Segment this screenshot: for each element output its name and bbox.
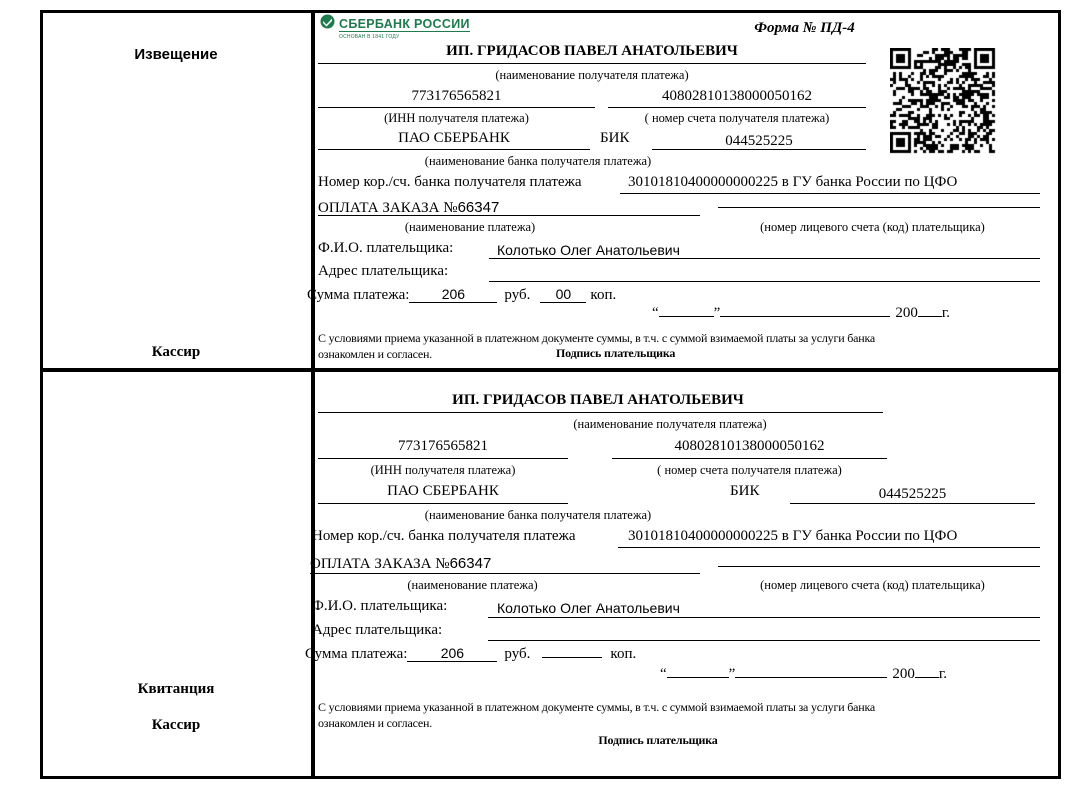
bank-name: ПАО СБЕРБАНК	[387, 483, 499, 499]
recipient-underline	[318, 63, 866, 64]
open-quote: “	[660, 666, 667, 682]
bank-name-underline	[318, 503, 568, 504]
column-divider	[311, 10, 315, 779]
sberbank-logo	[320, 14, 470, 40]
bik-underline	[652, 149, 866, 150]
payer-fio-value: Колотько Олег Анатольевич	[497, 242, 680, 258]
section-divider	[40, 368, 1061, 372]
corr-account-label: Номер кор./сч. банка получателя платежа	[318, 174, 582, 190]
recipient-underline	[318, 412, 883, 413]
purpose-label: (наименование платежа)	[407, 578, 538, 592]
date-year-blank	[915, 677, 939, 678]
year-suffix: г.	[941, 305, 951, 321]
amount-kop-value	[542, 657, 602, 658]
inn-underline	[318, 458, 568, 459]
bik-value: 044525225	[878, 486, 947, 502]
close-quote: ”	[713, 305, 721, 321]
amount-row	[305, 645, 636, 663]
amount-kop-value: 00	[540, 286, 586, 303]
notice-cashier-label: Кассир	[151, 344, 201, 360]
receipt-section-label: Квитанция	[137, 681, 215, 697]
inn-value: 773176565821	[398, 438, 488, 454]
corr-account-underline	[620, 193, 1040, 194]
recipient-label: (наименование получателя платежа)	[495, 68, 689, 82]
rub-unit: руб.	[504, 287, 531, 303]
inn-underline	[318, 107, 595, 108]
payer-address-underline	[489, 281, 1040, 282]
bik-value: 044525225	[725, 133, 793, 149]
notice-section-label: Извещение	[134, 46, 218, 63]
purpose-underline	[318, 215, 700, 216]
sberbank-circle-icon	[320, 14, 335, 34]
amount-rub-value: 206	[407, 645, 497, 662]
rub-unit: руб.	[504, 646, 531, 662]
order-number: 66347	[449, 555, 492, 572]
date-year-blank	[918, 316, 942, 317]
date-row	[660, 666, 947, 683]
agreement-line2: ознакомлен и согласен.	[318, 347, 433, 361]
bank-name: ПАО СБЕРБАНК	[398, 130, 510, 146]
inn-label: (ИНН получателя платежа)	[370, 463, 516, 477]
amount-label: Сумма платежа:	[305, 646, 408, 662]
payer-fio-underline	[488, 617, 1040, 618]
year-suffix: г.	[938, 666, 948, 682]
date-day-blank	[659, 316, 714, 317]
recipient-name: ИП. ГРИДАСОВ ПАВЕЛ АНАТОЛЬЕВИЧ	[446, 43, 738, 59]
amount-label: Сумма платежа:	[307, 287, 410, 303]
date-month-blank	[720, 316, 890, 317]
purpose-prefix: ОПЛАТА ЗАКАЗА №	[318, 200, 458, 216]
sberbank-logo-text: СБЕРБАНК РОССИИ	[339, 16, 470, 31]
payer-fio-value: Колотько Олег Анатольевич	[497, 600, 680, 616]
personal-account-underline	[718, 566, 1040, 567]
open-quote: “	[652, 305, 659, 321]
date-day-blank	[667, 677, 729, 678]
bank-name-label: (наименование банка получателя платежа)	[424, 154, 652, 168]
payer-fio-label: Ф.И.О. плательщика:	[312, 598, 448, 614]
account-underline	[612, 458, 887, 459]
close-quote: ”	[728, 666, 736, 682]
account-underline	[608, 107, 866, 108]
amount-rub-value: 206	[409, 286, 497, 303]
date-row	[652, 305, 950, 322]
bik-label: БИК	[600, 130, 630, 146]
purpose-prefix: ОПЛАТА ЗАКАЗА №	[310, 556, 450, 572]
amount-row	[307, 286, 616, 304]
recipient-label: (наименование получателя платежа)	[573, 417, 767, 431]
order-number: 66347	[457, 199, 500, 216]
agreement-line2: ознакомлен и согласен.	[318, 716, 433, 730]
personal-account-label: (номер лицевого счета (код) плательщика)	[760, 578, 985, 592]
signature-label: Подпись плательщика	[556, 346, 676, 360]
bik-label: БИК	[730, 483, 760, 499]
year-prefix: 200	[892, 666, 915, 682]
bank-name-underline	[318, 149, 590, 150]
year-prefix: 200	[895, 305, 918, 321]
signature-label: Подпись плательщика	[598, 733, 718, 747]
receipt-cashier-label: Кассир	[151, 717, 201, 733]
payer-address-label: Адрес плательщика:	[318, 263, 449, 279]
personal-account-label: (номер лицевого счета (код) плательщика)	[760, 220, 985, 234]
inn-value: 773176565821	[411, 88, 502, 104]
payer-address-underline	[488, 640, 1040, 641]
account-label: ( номер счета получателя платежа)	[644, 111, 830, 125]
purpose-label: (наименование платежа)	[404, 220, 536, 234]
agreement-line1: С условиями приема указанной в платежном документе суммы, в т.ч. с суммой взимаемой платы за услуги банка	[318, 331, 876, 345]
qr-code	[890, 48, 996, 154]
account-value: 40802810138000050162	[674, 438, 825, 454]
purpose-underline	[310, 573, 700, 574]
personal-account-underline	[718, 207, 1040, 208]
bik-underline	[790, 503, 1035, 504]
corr-account-value: 30101810400000000225 в ГУ банка России по ЦФО	[628, 528, 958, 544]
corr-account-underline	[618, 547, 1040, 548]
date-month-blank	[735, 677, 887, 678]
account-value: 40802810138000050162	[662, 88, 812, 104]
form-number: Форма № ПД-4	[754, 20, 855, 36]
inn-label: (ИНН получателя платежа)	[384, 111, 529, 125]
kop-unit: коп.	[610, 646, 637, 662]
payer-fio-underline	[489, 258, 1040, 259]
payer-fio-label: Ф.И.О. плательщика:	[318, 240, 454, 256]
payment-purpose	[310, 555, 491, 573]
agreement-line1: С условиями приема указанной в платежном документе суммы, в т.ч. с суммой взимаемой платы за услуги банка	[318, 700, 876, 714]
account-label: ( номер счета получателя платежа)	[657, 463, 842, 477]
bank-name-label: (наименование банка получателя платежа)	[424, 508, 652, 522]
corr-account-label: Номер кор./сч. банка получателя платежа	[312, 528, 576, 544]
sberbank-logo-subtext: ОСНОВАН В 1841 ГОДУ	[339, 34, 400, 40]
recipient-name: ИП. ГРИДАСОВ ПАВЕЛ АНАТОЛЬЕВИЧ	[452, 392, 744, 408]
kop-unit: коп.	[590, 287, 617, 303]
corr-account-value: 30101810400000000225 в ГУ банка России по ЦФО	[628, 174, 958, 190]
payer-address-label: Адрес плательщика:	[312, 622, 443, 638]
